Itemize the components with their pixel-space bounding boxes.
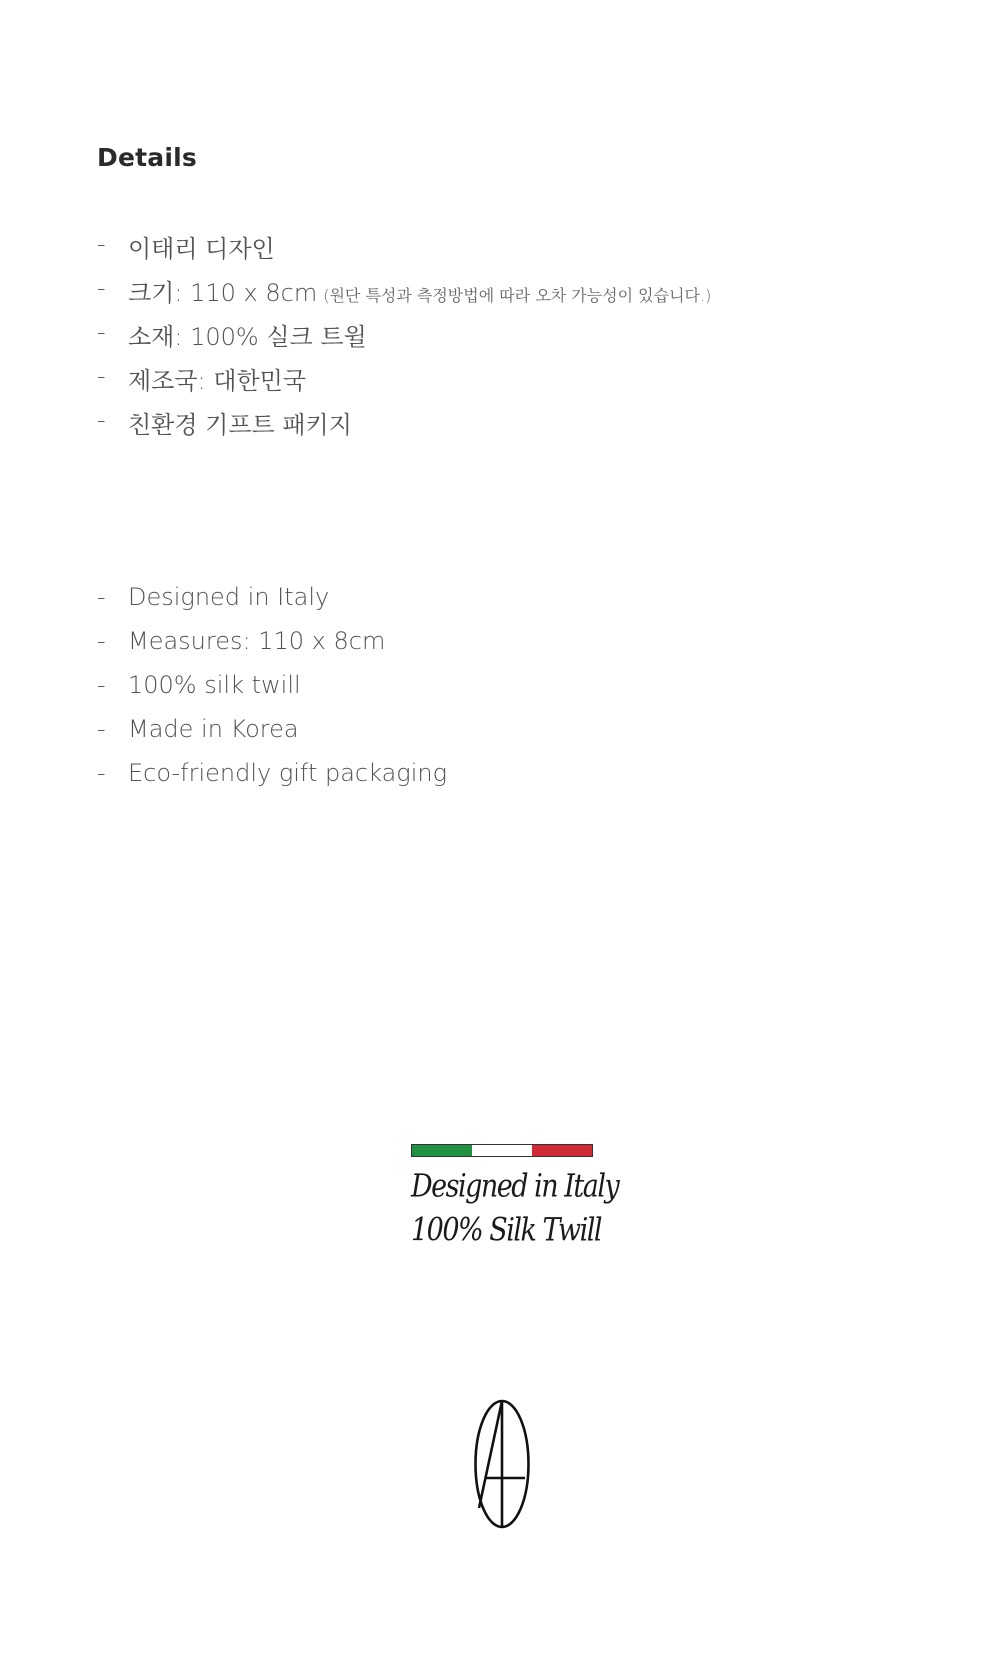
list-bullet: -	[97, 759, 106, 787]
list-bullet: -	[97, 583, 106, 611]
list-item-text: Made in Korea	[128, 715, 299, 743]
list-bullet: -	[97, 274, 106, 302]
list-bullet: -	[97, 362, 106, 390]
list-bullet: -	[97, 406, 106, 434]
flag-red-band	[532, 1145, 592, 1156]
list-item-text: 이태리 디자인	[128, 235, 275, 263]
list-item-text: 크기: 110 x 8cm	[128, 279, 318, 307]
list-bullet: -	[97, 318, 106, 346]
size-note: (원단 특성과 측정방법에 따라 오차 가능성이 있습니다.)	[323, 286, 712, 305]
list-bullet: -	[97, 671, 106, 699]
details-heading: Details	[97, 143, 197, 172]
flag-green-band	[412, 1145, 472, 1156]
list-item-text: Eco-friendly gift packaging	[128, 759, 447, 787]
list-item-text: Measures: 110 x 8cm	[128, 627, 386, 655]
list-bullet: -	[97, 627, 106, 655]
list-item-text: 소재: 100% 실크 트윌	[128, 323, 367, 351]
list-item-text: 친환경 기프트 패키지	[128, 411, 352, 439]
list-item-text-group	[128, 271, 711, 318]
list-item-text: 100% silk twill	[128, 671, 301, 699]
list-bullet: -	[97, 230, 106, 258]
ah-monogram-logo-icon	[473, 1398, 531, 1534]
badge-line-silk: 100% Silk Twill	[411, 1212, 602, 1249]
list-item-text: 제조국: 대한민국	[128, 367, 307, 395]
italy-silk-badge	[411, 1144, 619, 1253]
list-bullet: -	[97, 715, 106, 743]
list-item-text: Designed in Italy	[128, 583, 330, 611]
flag-white-band	[472, 1145, 532, 1156]
badge-line-designed: Designed in Italy	[411, 1168, 619, 1205]
italian-flag-stripe	[411, 1144, 593, 1157]
